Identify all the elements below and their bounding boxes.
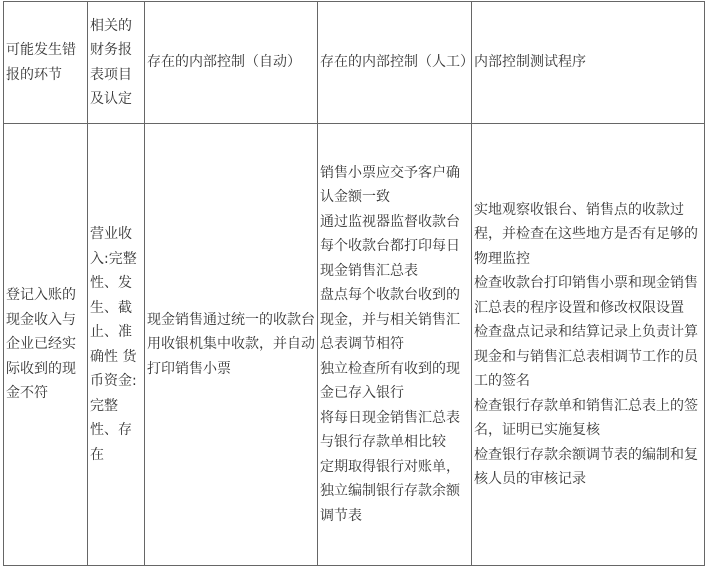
header-cell-manual-control: 存在的内部控制（人工） <box>318 2 472 124</box>
manual-control-item: 定期取得银行对账单，独立编制银行存款余额调节表 <box>320 458 460 524</box>
cell-test-procedure <box>472 124 705 566</box>
manual-control-item: 每个收款台都打印每日现金销售汇总表 <box>320 238 460 279</box>
cell-misstatement-stage: 登记入账的现金收入与企业已经实际收到的现金不符 <box>4 124 88 566</box>
test-procedure-item: 实地观察收银台、销售点的收款过程，并检查在这些地方是否有足够的物理监控 <box>474 201 698 267</box>
cell-related-items: 营业收入:完整性、发生、截止、准确性 货币资金:完整性、存在 <box>88 124 145 566</box>
test-procedure-item: 检查银行存款单和销售汇总表上的签名，证明已实施复核 <box>474 397 698 438</box>
manual-control-item: 独立检查所有收到的现金已存入银行 <box>320 360 460 402</box>
test-procedure-item: 检查盘点记录和结算记录上负责计算现金和与销售汇总表相调节工作的员工的签名 <box>474 324 698 389</box>
table-header-row <box>4 2 705 124</box>
manual-control-item: 销售小票应交予客户确认金额一致 <box>320 164 460 206</box>
manual-control-item: 将每日现金销售汇总表与银行存款单相比较 <box>320 409 460 451</box>
manual-control-item: 盘点每个收款台收到的现金，并与相关销售汇总表调节相符 <box>320 287 460 353</box>
table-row <box>4 124 705 566</box>
manual-control-item: 通过监视器监督收款台 <box>320 213 460 230</box>
cell-auto-control: 现金销售通过统一的收款台用收银机集中收款，并自动打印销售小票 <box>145 124 318 566</box>
internal-control-table <box>3 1 705 566</box>
header-cell-auto-control: 存在的内部控制（自动） <box>145 2 318 124</box>
header-cell-misstatement-stage: 可能发生错报的环节 <box>4 2 88 124</box>
test-procedure-item: 检查收款台打印销售小票和现金销售汇总表的程序设置和修改权限设置 <box>474 275 698 316</box>
header-cell-test-procedure: 内部控制测试程序 <box>472 2 705 124</box>
header-cell-related-items: 相关的财务报表项目及认定 <box>88 2 145 124</box>
test-procedure-item: 检查银行存款余额调节表的编制和复核人员的审核记录 <box>474 446 698 487</box>
cell-manual-control <box>318 124 472 566</box>
